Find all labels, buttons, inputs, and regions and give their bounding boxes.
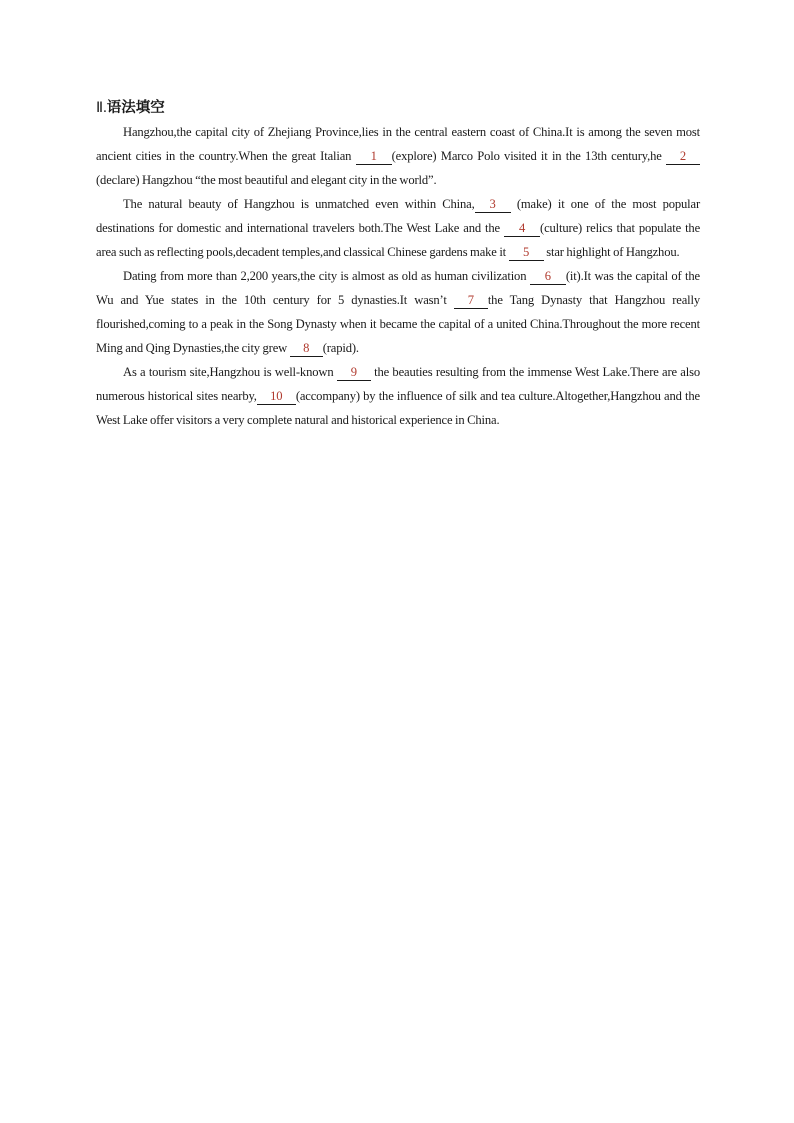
paragraph-2: [96, 192, 700, 264]
paragraph-text: Hangzhou,the capital city of Zhejiang Province,lies in the central eastern coast of China.It is among the seven most ancient cities in the country.When the great Italian: [96, 125, 700, 163]
blank-2[interactable]: 2: [666, 149, 700, 165]
blank-10[interactable]: 10: [257, 389, 296, 405]
paragraph-1: [96, 120, 700, 192]
paragraph-text: As a tourism site,Hangzhou is well-known: [123, 365, 337, 379]
section-title: [96, 98, 700, 118]
paragraph-text: (declare) Hangzhou “the most beautiful and elegant city in the world”.: [96, 173, 437, 187]
blank-1[interactable]: 1: [356, 149, 392, 165]
document-page: [96, 98, 700, 432]
paragraph-text: (rapid).: [322, 341, 359, 355]
paragraph-text: (make) it one of the most popular destinations for domestic and international travelers both.The West Lake and the: [96, 197, 701, 235]
paragraph-text: the Tang Dynasty that Hangzhou really flourished,coming to a peak in the Song Dynasty when it became the capital of a united China.Throughout the more recent Ming and Qing Dynasties,the city grew: [96, 293, 701, 355]
paragraph-text: (accompany) by the influence of silk and tea culture.Altogether,Hangzhou and the West Lake offer visitors a very complete natural and historical experience in China.: [96, 389, 700, 427]
paragraph-4: [96, 360, 700, 432]
section-title-text: 语法填空: [106, 100, 165, 116]
blank-4[interactable]: 4: [504, 221, 540, 237]
paragraph-text: (it).It was the capital of the Wu and Yue states in the 10th century for 5 dynasties.It wasn’t: [96, 269, 700, 307]
paragraph-text: the beauties resulting from the immense West Lake.There are also numerous historical sites nearby,: [96, 365, 700, 403]
paragraph-text: (culture) relics that populate the area such as reflecting pools,decadent temples,and classical Chinese gardens make it: [96, 221, 701, 259]
blank-3[interactable]: 3: [475, 197, 511, 213]
paragraph-text: (explore) Marco Polo visited it in the 13th century,he: [391, 149, 666, 163]
paragraph-text: star highlight of Hangzhou.: [543, 245, 680, 259]
blank-6[interactable]: 6: [530, 269, 566, 285]
blank-7[interactable]: 7: [454, 293, 488, 309]
blank-5[interactable]: 5: [509, 245, 544, 261]
paragraph-text: The natural beauty of Hangzhou is unmatched even within China,: [123, 197, 475, 211]
blank-8[interactable]: 8: [290, 341, 323, 357]
section-numeral: Ⅱ.: [96, 100, 107, 116]
blank-9[interactable]: 9: [337, 365, 371, 381]
paragraph-text: Dating from more than 2,200 years,the city is almost as old as human civilization: [123, 269, 530, 283]
paragraph-3: [96, 264, 700, 360]
